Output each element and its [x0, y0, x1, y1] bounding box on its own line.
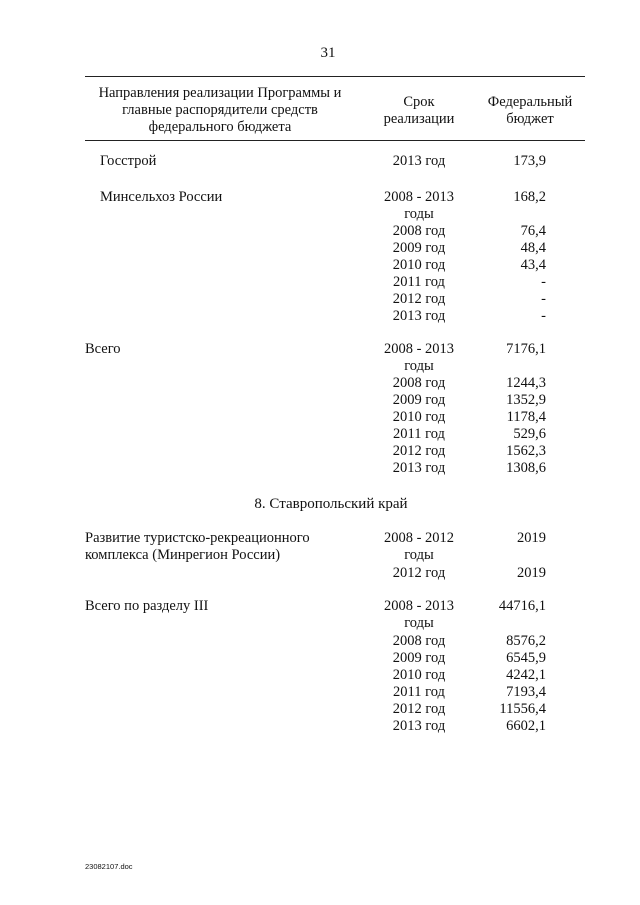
header-period-line: Срок: [403, 94, 435, 110]
value-cell: 8576,2: [506, 633, 546, 649]
value-cell: 168,2: [513, 189, 546, 205]
header-federal-budget: [474, 94, 586, 128]
group-label: Госстрой: [100, 153, 157, 169]
value-cell: 1308,6: [506, 460, 546, 476]
value-cell: 1244,3: [506, 375, 546, 391]
period-cell: 2009 год: [392, 650, 446, 666]
value-cell: 1562,3: [506, 443, 546, 459]
value-cell: 1178,4: [506, 409, 546, 425]
period-cell: 2013 год: [392, 308, 446, 324]
value-cell: -: [541, 308, 546, 324]
period-cell: годы: [404, 358, 434, 374]
value-cell: 76,4: [520, 223, 546, 239]
period-cell: 2012 год: [392, 443, 446, 459]
value-cell: 11556,4: [499, 701, 546, 717]
period-cell: 2012 год: [392, 565, 446, 581]
group-label: комплекса (Минрегион России): [85, 547, 281, 563]
page-number: 31: [320, 45, 336, 61]
group-label: Всего: [85, 341, 121, 357]
value-cell: 2019: [517, 565, 546, 581]
header-period: [372, 94, 466, 128]
header-directions-line: главные распорядители средств: [122, 102, 318, 118]
period-cell: 2009 год: [392, 392, 446, 408]
value-cell: -: [541, 274, 546, 290]
table-header-rule: [85, 140, 585, 141]
period-cell: 2010 год: [392, 409, 446, 425]
period-cell: 2010 год: [392, 667, 446, 683]
header-directions-line: федерального бюджета: [148, 119, 292, 135]
section-title: 8. Ставропольский край: [254, 496, 408, 512]
value-cell: 48,4: [520, 240, 546, 256]
period-cell: 2011 год: [393, 684, 445, 700]
period-cell: 2008 - 2013: [383, 598, 455, 614]
period-cell: 2012 год: [392, 291, 446, 307]
period-cell: 2008 год: [392, 633, 446, 649]
period-cell: 2009 год: [392, 240, 446, 256]
value-cell: 6602,1: [506, 718, 546, 734]
period-cell: годы: [404, 547, 434, 563]
value-cell: 173,9: [513, 153, 546, 169]
value-cell: 1352,9: [506, 392, 546, 408]
period-cell: 2013 год: [392, 460, 446, 476]
period-cell: 2008 - 2013: [383, 189, 455, 205]
period-cell: 2012 год: [392, 701, 446, 717]
value-cell: 529,6: [513, 426, 546, 442]
header-period-line: реализации: [383, 111, 455, 127]
period-cell: годы: [404, 206, 434, 222]
period-cell: 2008 - 2012: [383, 530, 455, 546]
period-cell: 2008 год: [392, 375, 446, 391]
period-cell: 2013 год: [392, 153, 446, 169]
value-cell: 43,4: [520, 257, 546, 273]
period-cell: годы: [404, 615, 434, 631]
value-cell: 7193,4: [506, 684, 546, 700]
value-cell: 2019: [517, 530, 546, 546]
header-directions-line: Направления реализации Программы и: [98, 85, 342, 101]
group-label: Всего по разделу III: [85, 598, 209, 614]
period-cell: 2013 год: [392, 718, 446, 734]
group-label: Минсельхоз России: [100, 189, 223, 205]
period-cell: 2008 год: [392, 223, 446, 239]
header-budget-line: бюджет: [506, 111, 554, 127]
value-cell: 44716,1: [498, 598, 546, 614]
header-budget-line: Федеральный: [487, 94, 573, 110]
period-cell: 2010 год: [392, 257, 446, 273]
value-cell: 6545,9: [506, 650, 546, 666]
period-cell: 2011 год: [393, 426, 445, 442]
value-cell: -: [541, 291, 546, 307]
period-cell: 2008 - 2013: [383, 341, 455, 357]
group-label: Развитие туристско-рекреационного: [85, 530, 310, 546]
period-cell: 2011 год: [393, 274, 445, 290]
footer-doc-filename: 23082107.doc: [85, 862, 133, 871]
header-directions: [85, 85, 355, 136]
table-top-rule: [85, 76, 585, 77]
value-cell: 4242,1: [506, 667, 546, 683]
value-cell: 7176,1: [506, 341, 546, 357]
